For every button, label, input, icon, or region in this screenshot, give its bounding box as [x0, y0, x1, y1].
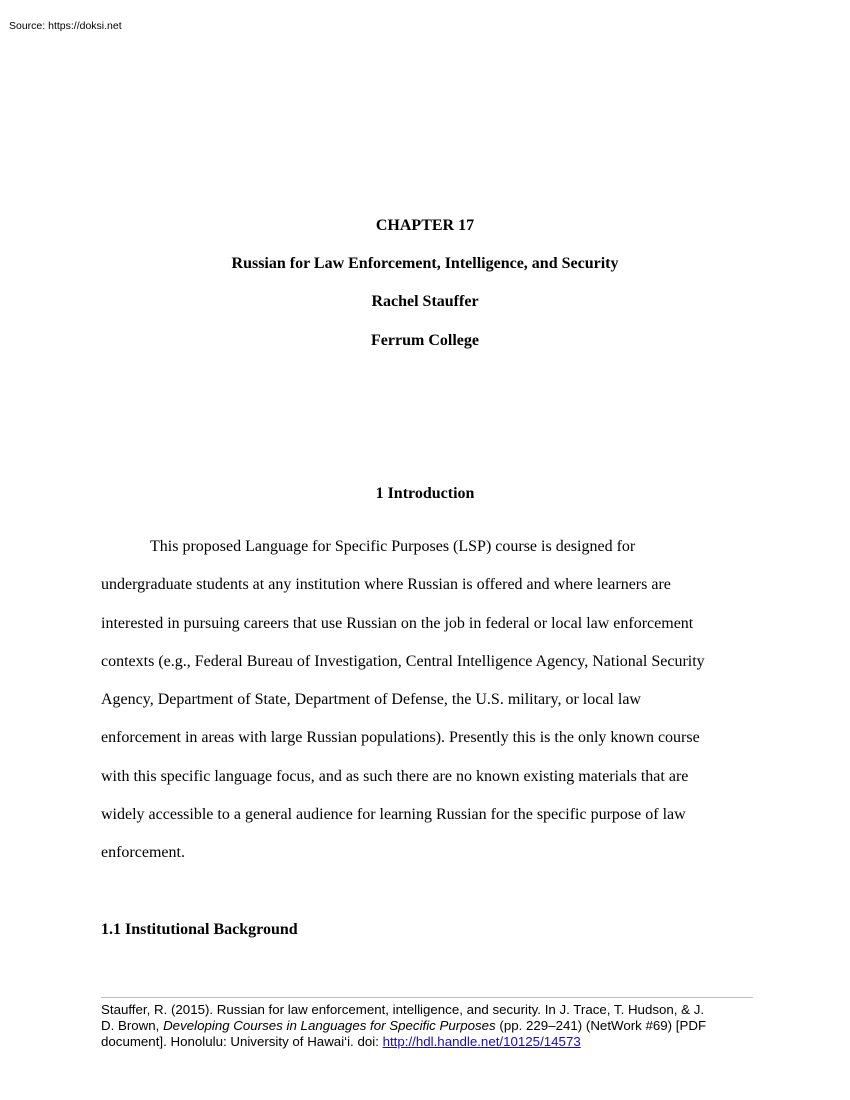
- paragraph-line: This proposed Language for Specific Purposes (LSP) course is designed for: [150, 538, 636, 555]
- paragraph-line: widely accessible to a general audience for learning Russian for the specific purpose of law: [101, 806, 686, 824]
- chapter-number: CHAPTER 17: [375, 217, 475, 234]
- doi-link[interactable]: http://hdl.handle.net/10125/14573: [382, 1034, 581, 1049]
- chapter-title: Russian for Law Enforcement, Intelligence, and Security: [231, 255, 619, 272]
- paragraph-line: Agency, Department of State, Department of Defense, the U.S. military, or local law: [101, 691, 641, 709]
- paragraph-line: enforcement.: [101, 844, 185, 862]
- author-name: Rachel Stauffer: [371, 293, 479, 310]
- paragraph-line: undergraduate students at any institution where Russian is offered and where learners are: [101, 576, 671, 594]
- paragraph-line: interested in pursuing careers that use Russian on the job in federal or local law enforcement: [101, 614, 694, 632]
- citation-text: (pp. 229–241) (NetWork #69) [PDF: [495, 1018, 707, 1033]
- citation-text: D. Brown,: [101, 1018, 164, 1033]
- section-heading-introduction: 1 Introduction: [375, 485, 475, 502]
- citation-text: document]. Honolulu: University of Hawai‘i. doi:: [101, 1034, 383, 1049]
- citation-footnote: [101, 1002, 751, 1050]
- source-label: Source: https://doksi.net: [9, 20, 122, 32]
- author-institution: Ferrum College: [371, 332, 479, 349]
- paragraph-line: with this specific language focus, and as such there are no known existing materials that are: [101, 767, 689, 785]
- footnote-divider: [101, 997, 753, 998]
- introduction-paragraph: [101, 528, 751, 873]
- citation-book-title: Developing Courses in Languages for Specific Purposes: [163, 1018, 496, 1033]
- paragraph-line: enforcement in areas with large Russian populations). Presently this is the only known course: [101, 729, 700, 747]
- subsection-heading-institutional-background: 1.1 Institutional Background: [101, 921, 298, 938]
- paragraph-line: contexts (e.g., Federal Bureau of Investigation, Central Intelligence Agency, National Security: [101, 652, 705, 670]
- citation-text: Stauffer, R. (2015). Russian for law enforcement, intelligence, and security. In J. Trace, T. Hudson, & J.: [101, 1002, 705, 1017]
